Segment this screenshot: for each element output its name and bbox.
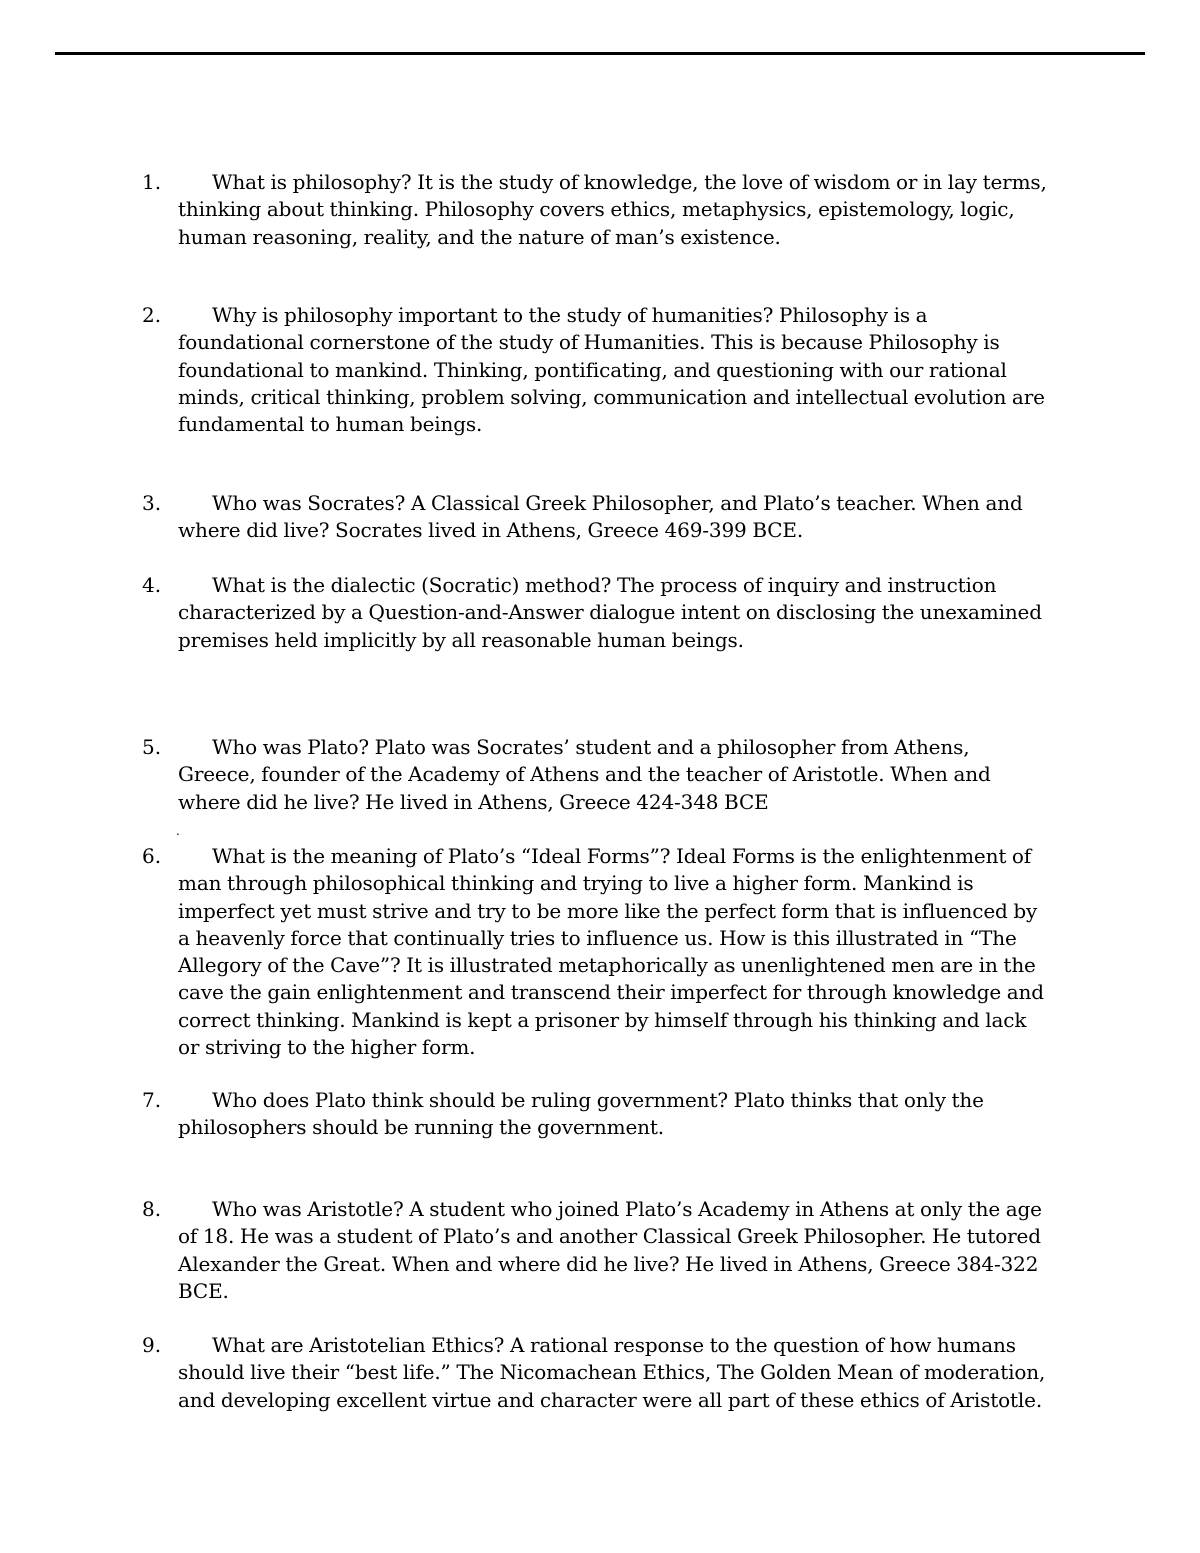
item-number: 4.: [142, 573, 162, 597]
item-text: What is philosophy? It is the study of knowledge, the love of wisdom or in lay terms, thinking about thinking. Philosophy covers ethics, metaphysics, epistemology, logic, human reasoning, reality, and the nature of man’s existence.: [178, 170, 1047, 249]
item-text: What is the dialectic (Socratic) method? The process of inquiry and instruction characterized by a Question-and-Answer dialogue intent on disclosing the unexamined premises held implicitly by all reasonable human beings.: [178, 573, 1042, 652]
item-number: 5.: [142, 735, 162, 759]
item-text: Who was Aristotle? A student who joined Plato’s Academy in Athens at only the age of 18. He was a student of Plato’s and another Classical Greek Philosopher. He tutored Alexander the Great. When and where did he live? He lived in Athens, Greece 384-322 BCE.: [178, 1197, 1042, 1303]
list-item: [142, 1196, 1052, 1305]
item-text: Who was Socrates? A Classical Greek Philosopher, and Plato’s teacher. When and where did live? Socrates lived in Athens, Greece 469-399 BCE.: [178, 491, 1023, 543]
item-text: What are Aristotelian Ethics? A rational response to the question of how humans should live their “best life.” The Nicomachean Ethics, The Golden Mean of moderation, and developing excellent virtue and character were all part of these ethics of Aristotle.: [178, 1333, 1046, 1412]
list-item: [142, 302, 1052, 438]
item-number: 2.: [142, 303, 162, 327]
list-item: [142, 572, 1052, 654]
item-text: Why is philosophy important to the study of humanities? Philosophy is a foundational cornerstone of the study of Humanities. This is because Philosophy is foundational to mankind. Thinking, pontificating, and questioning with our rational minds, critical thinking, problem solving, communication and intellectual evolution are fundamental to human beings.: [178, 303, 1045, 437]
list-item: [142, 843, 1052, 1061]
item-number: 6.: [142, 844, 162, 868]
list-item: [142, 1332, 1052, 1414]
header-rule: [55, 52, 1145, 55]
item-number: 7.: [142, 1088, 162, 1112]
stray-period: .: [176, 824, 180, 838]
list-item: [142, 1087, 1052, 1142]
item-text: Who was Plato? Plato was Socrates’ student and a philosopher from Athens, Greece, founder of the Academy of Athens and the teacher of Aristotle. When and where did he live? He lived in Athens, Greece 424-348 BCE: [178, 735, 991, 814]
item-number: 3.: [142, 491, 162, 515]
item-number: 1.: [142, 170, 162, 194]
list-item: [142, 169, 1052, 251]
item-text: What is the meaning of Plato’s “Ideal Forms”? Ideal Forms is the enlightenment of man through philosophical thinking and trying to live a higher form. Mankind is imperfect yet must strive and try to be more like the perfect form that is influenced by a heavenly force that continually tries to influence us. How is this illustrated in “The Allegory of the Cave”? It is illustrated metaphorically as unenlightened men are in the cave the gain enlightenment and transcend their imperfect for through knowledge and correct thinking. Mankind is kept a prisoner by himself through his thinking and lack or striving to the higher form.: [178, 844, 1044, 1060]
list-item: [142, 490, 1052, 545]
item-text: Who does Plato think should be ruling government? Plato thinks that only the philosophers should be running the government.: [178, 1088, 984, 1140]
item-number: 8.: [142, 1197, 162, 1221]
item-number: 9.: [142, 1333, 162, 1357]
list-item: [142, 734, 1052, 816]
